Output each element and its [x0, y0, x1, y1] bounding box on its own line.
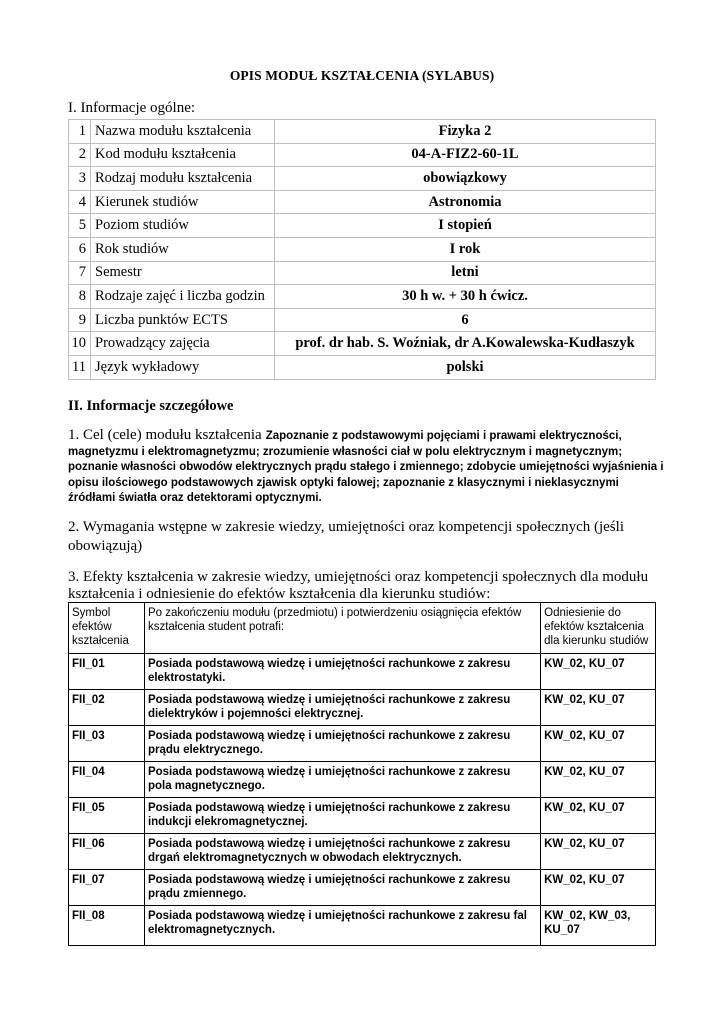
table-row [69, 120, 656, 144]
effect-description: Posiada podstawową wiedzę i umiejętności rachunkowe z zakresu prądu elektrycznego. [144, 726, 540, 762]
effect-symbol: FII_03 [69, 726, 145, 762]
row-value: prof. dr hab. S. Woźniak, dr A.Kowalewska-Kudłaszyk [275, 332, 656, 356]
row-value: 04-A-FIZ2-60-1L [275, 143, 656, 167]
effect-symbol: FII_05 [69, 798, 145, 834]
row-number: 6 [69, 237, 91, 261]
table-row [69, 762, 656, 798]
effect-reference: KW_02, KU_07 [541, 726, 656, 762]
effect-description: Posiada podstawową wiedzę i umiejętności rachunkowe z zakresu fal elektromagnetycznych. [144, 906, 540, 946]
module-goal-text: Zapoznanie z podstawowymi pojęciami i prawami elektryczności, magnetyzmu i elektromagnetyzmu; zrozumienie własności ciał w polu elektrycznym i magnetycznym; poznanie własności obwodów elektrycznych prądu stałego i zmiennego; zdobycie umiejętności wyjaśnienia i opisu ilościowego podstawowych zjawisk optyki falowej; zapoznanie z klasycznymi i nieklasycznymi źródłami światła oraz detektorami optycznymi. [68, 430, 664, 504]
effect-reference: KW_02, KU_07 [541, 762, 656, 798]
row-label: Semestr [91, 261, 275, 285]
row-label: Rodzaje zajęć i liczba godzin [91, 285, 275, 309]
effect-symbol: FII_02 [69, 690, 145, 726]
row-value: 30 h w. + 30 h ćwicz. [275, 285, 656, 309]
row-value: obowiązkowy [275, 167, 656, 191]
learning-outcomes-table [68, 602, 656, 946]
effect-reference: KW_02, KW_03, KU_07 [541, 906, 656, 946]
effect-reference: KW_02, KU_07 [541, 834, 656, 870]
effect-description: Posiada podstawową wiedzę i umiejętności rachunkowe z zakresu drgań elektromagnetycznych w obwodach elektrycznych. [144, 834, 540, 870]
effect-symbol: FII_07 [69, 870, 145, 906]
row-number: 11 [69, 355, 91, 379]
effect-reference: KW_02, KU_07 [541, 870, 656, 906]
row-number: 4 [69, 190, 91, 214]
document-title: OPIS MODUŁ KSZTAŁCENIA (SYLABUS) [229, 68, 495, 83]
table-row [69, 308, 656, 332]
row-number: 8 [69, 285, 91, 309]
row-value: Fizyka 2 [275, 120, 656, 144]
row-value: I stopień [275, 214, 656, 238]
row-label: Liczba punktów ECTS [91, 308, 275, 332]
effect-reference: KW_02, KU_07 [541, 798, 656, 834]
table-row [69, 167, 656, 191]
row-label: Rodzaj modułu kształcenia [91, 167, 275, 191]
table-row [69, 834, 656, 870]
table-row [69, 237, 656, 261]
table-row [69, 798, 656, 834]
row-value: 6 [275, 308, 656, 332]
row-number: 1 [69, 120, 91, 144]
header-description: Po zakończeniu modułu (przedmiotu) i potwierdzeniu osiągnięcia efektów kształcenia student potrafi: [144, 603, 540, 654]
row-label: Język wykładowy [91, 355, 275, 379]
row-number: 10 [69, 332, 91, 356]
effect-reference: KW_02, KU_07 [541, 690, 656, 726]
table-row [69, 332, 656, 356]
header-symbol: Symbol efektów kształcenia [69, 603, 145, 654]
prerequisites-paragraph: 2. Wymagania wstępne w zakresie wiedzy, umiejętności oraz kompetencji społecznych (jeśli obowiązują) [68, 519, 624, 554]
row-label: Nazwa modułu kształcenia [91, 120, 275, 144]
table-row [69, 190, 656, 214]
effect-reference: KW_02, KU_07 [541, 654, 656, 690]
effect-symbol: FII_08 [69, 906, 145, 946]
module-goal-paragraph [68, 428, 664, 506]
effect-symbol: FII_06 [69, 834, 145, 870]
general-info-table [68, 119, 656, 380]
table-row [69, 214, 656, 238]
effect-symbol: FII_04 [69, 762, 145, 798]
effect-symbol: FII_01 [69, 654, 145, 690]
table-row [69, 726, 656, 762]
table-row [69, 906, 656, 946]
row-number: 5 [69, 214, 91, 238]
row-number: 9 [69, 308, 91, 332]
row-value: letni [275, 261, 656, 285]
table-row [69, 143, 656, 167]
table-row [69, 870, 656, 906]
learning-outcomes-paragraph: 3. Efekty kształcenia w zakresie wiedzy, umiejętności oraz kompetencji społecznych dla modułu kształcenia i odniesienie do efektów kształcenia dla kierunku studiów: [68, 569, 649, 602]
row-value: Astronomia [275, 190, 656, 214]
section-ii-heading: II. Informacje szczegółowe [68, 398, 234, 414]
row-value: I rok [275, 237, 656, 261]
row-label: Poziom studiów [91, 214, 275, 238]
effect-description: Posiada podstawową wiedzę i umiejętności rachunkowe z zakresu indukcji elekromagnetycznej. [144, 798, 540, 834]
table-header-row [69, 603, 656, 654]
row-number: 2 [69, 143, 91, 167]
row-number: 3 [69, 167, 91, 191]
row-number: 7 [69, 261, 91, 285]
effect-description: Posiada podstawową wiedzę i umiejętności rachunkowe z zakresu elektrostatyki. [144, 654, 540, 690]
row-label: Kierunek studiów [91, 190, 275, 214]
table-row [69, 355, 656, 379]
row-label: Rok studiów [91, 237, 275, 261]
row-label: Prowadzący zajęcia [91, 332, 275, 356]
effect-description: Posiada podstawową wiedzę i umiejętności rachunkowe z zakresu pola magnetycznego. [144, 762, 540, 798]
effect-description: Posiada podstawową wiedzę i umiejętności rachunkowe z zakresu dielektryków i pojemności elektrycznej. [144, 690, 540, 726]
table-row [69, 261, 656, 285]
table-row [69, 690, 656, 726]
header-reference: Odniesienie do efektów kształcenia dla kierunku studiów [541, 603, 656, 654]
module-goal-lead: 1. Cel (cele) modułu kształcenia [68, 427, 262, 443]
table-row [69, 654, 656, 690]
effect-description: Posiada podstawową wiedzę i umiejętności rachunkowe z zakresu prądu zmiennego. [144, 870, 540, 906]
section-i-heading: I. Informacje ogólne: [68, 100, 196, 116]
table-row [69, 285, 656, 309]
row-value: polski [275, 355, 656, 379]
row-label: Kod modułu kształcenia [91, 143, 275, 167]
